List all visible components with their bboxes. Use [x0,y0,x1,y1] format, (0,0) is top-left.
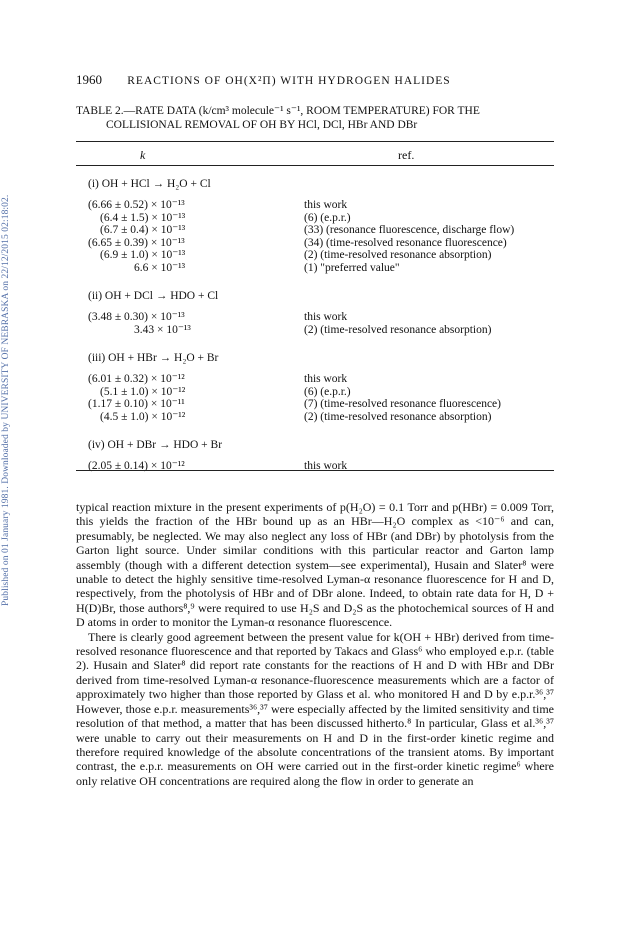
rate-value: (6.66 ± 0.52) × 10⁻¹³ [88,199,185,211]
reference: (7) (time-resolved resonance fluorescence) [304,398,501,410]
table-row [88,249,554,262]
table-row [88,224,554,237]
reference: (33) (resonance fluorescence, discharge flow) [304,224,515,236]
rate-value: (2.05 ± 0.14) × 10⁻¹² [88,460,185,472]
table-row [88,311,554,324]
rate-value: 3.43 × 10⁻¹³ [134,323,191,336]
table-top-rule [76,141,554,142]
section-title: (i) OH + HCl → H₂O + Cl [88,178,211,190]
table-bottom-rule [76,470,554,471]
table-header-rule [76,165,554,166]
table-row [88,262,554,275]
body-text [76,500,554,788]
table-row [88,373,554,386]
rate-value: (6.4 ± 1.5) × 10⁻¹³ [100,211,186,224]
page-number: 1960 [76,72,102,87]
reference: this work [304,373,348,385]
reference: this work [304,311,348,323]
table-caption-line-2: COLLISIONAL REMOVAL OF OH BY HCl, DCl, HBr AND DBr [106,119,418,131]
reference: (2) (time-resolved resonance absorption) [304,410,492,423]
table-row [88,212,554,225]
table-body [88,176,554,473]
rate-value: (3.48 ± 0.30) × 10⁻¹³ [88,311,185,323]
page-header [76,72,556,88]
section-title: (iv) OH + DBr → HDO + Br [88,439,223,451]
table-caption-line-1: TABLE 2.—RATE DATA (k/cm³ molecule⁻¹ s⁻¹, ROOM TEMPERATURE) FOR THE [76,105,480,117]
paragraph: typical reaction mixture in the present experiments of p(H₂O) = 0.1 Torr and p(HBr) = 0.009 Torr, this yields the fraction of the HBr bound up as an HBr—H₂O complex as <10⁻⁶ and can, presumably, be neglected. We may also neglect any loss of HBr (and DBr) by photolysis from the Garton light source. Under similar conditions with this particular reactor and Garton lamp assembly (though with a different detection system—see experimental), Husain and Slater⁸ were unable to detect the highly sensitive time-resolved Lyman-α resonance fluorescence for H and D, respectively, from the photolysis of HBr and of DBr alone. Indeed, to obtain rate data for H, D + H(D)Br, those authors⁸,⁹ were required to use H₂S and D₂S as the photochemical sources of H and D atoms in order to monitor the Lyman-α resonance fluorescence. [76,500,554,630]
rate-value: (1.17 ± 0.10) × 10⁻¹¹ [88,398,185,410]
table-caption [76,104,554,132]
reference: this work [304,199,348,211]
reference: (6) (e.p.r.) [304,211,351,224]
rate-value: (6.7 ± 0.4) × 10⁻¹³ [100,224,186,236]
rate-value: (4.5 ± 1.0) × 10⁻¹² [100,410,186,423]
running-title: REACTIONS OF OH(X²Π) WITH HYDROGEN HALIDES [127,75,451,87]
reference: (6) (e.p.r.) [304,385,351,398]
table-row [88,386,554,399]
column-header-ref: ref. [398,148,415,162]
reference: (2) (time-resolved resonance absorption) [304,323,492,336]
reference: this work [304,460,348,472]
table-row [88,398,554,411]
table-row [88,411,554,424]
table-row [88,324,554,337]
rate-value: 6.6 × 10⁻¹³ [134,261,186,274]
table-row [88,199,554,212]
rate-value: (6.01 ± 0.32) × 10⁻¹² [88,373,185,385]
reference: (34) (time-resolved resonance fluorescence) [304,236,507,249]
rate-value: (6.9 ± 1.0) × 10⁻¹³ [100,249,186,261]
column-header-k: k [140,148,146,162]
reference: (1) "preferred value" [304,261,400,274]
table-row [88,237,554,250]
rate-value: (5.1 ± 1.0) × 10⁻¹² [100,385,186,398]
reference: (2) (time-resolved resonance absorption) [304,249,492,261]
section-title: (ii) OH + DCl → HDO + Cl [88,290,219,302]
download-watermark: Published on 01 January 1981. Downloaded by UNIVERSITY OF NEBRASKA on 22/12/2015 02:18:02. [1,194,11,606]
rate-value: (6.65 ± 0.39) × 10⁻¹³ [88,236,185,249]
section-title: (iii) OH + HBr → H₂O + Br [88,352,219,364]
paragraph: There is clearly good agreement between the present value for k(OH + HBr) derived from time-resolved resonance fluorescence and that reported by Takacs and Glass⁶ who employed e.p.r. (table 2). Husain and Slater⁸ did report rate constants for the reactions of H and D with HBr and DBr derived from time-resolved Lyman-α resonance-fluorescence measurements which are a factor of approximately two higher than those reported by Glass et al. who monitored H and D by e.p.r.³⁶,³⁷ However, those e.p.r. measurements³⁶,³⁷ were especially affected by the limited sensitivity and time resolution of that method, a matter that has been discussed hitherto.⁸ In particular, Glass et al.³⁶,³⁷ were unable to carry out their measurements on H and D in the first-order kinetic regime and therefore required knowledge of the absolute concentrations of the transient atoms. By important contrast, the e.p.r. measurements on OH were carried out in the first-order kinetic regime⁶ where only relative OH concentrations are required along the flow in order to generate an [76,629,554,788]
